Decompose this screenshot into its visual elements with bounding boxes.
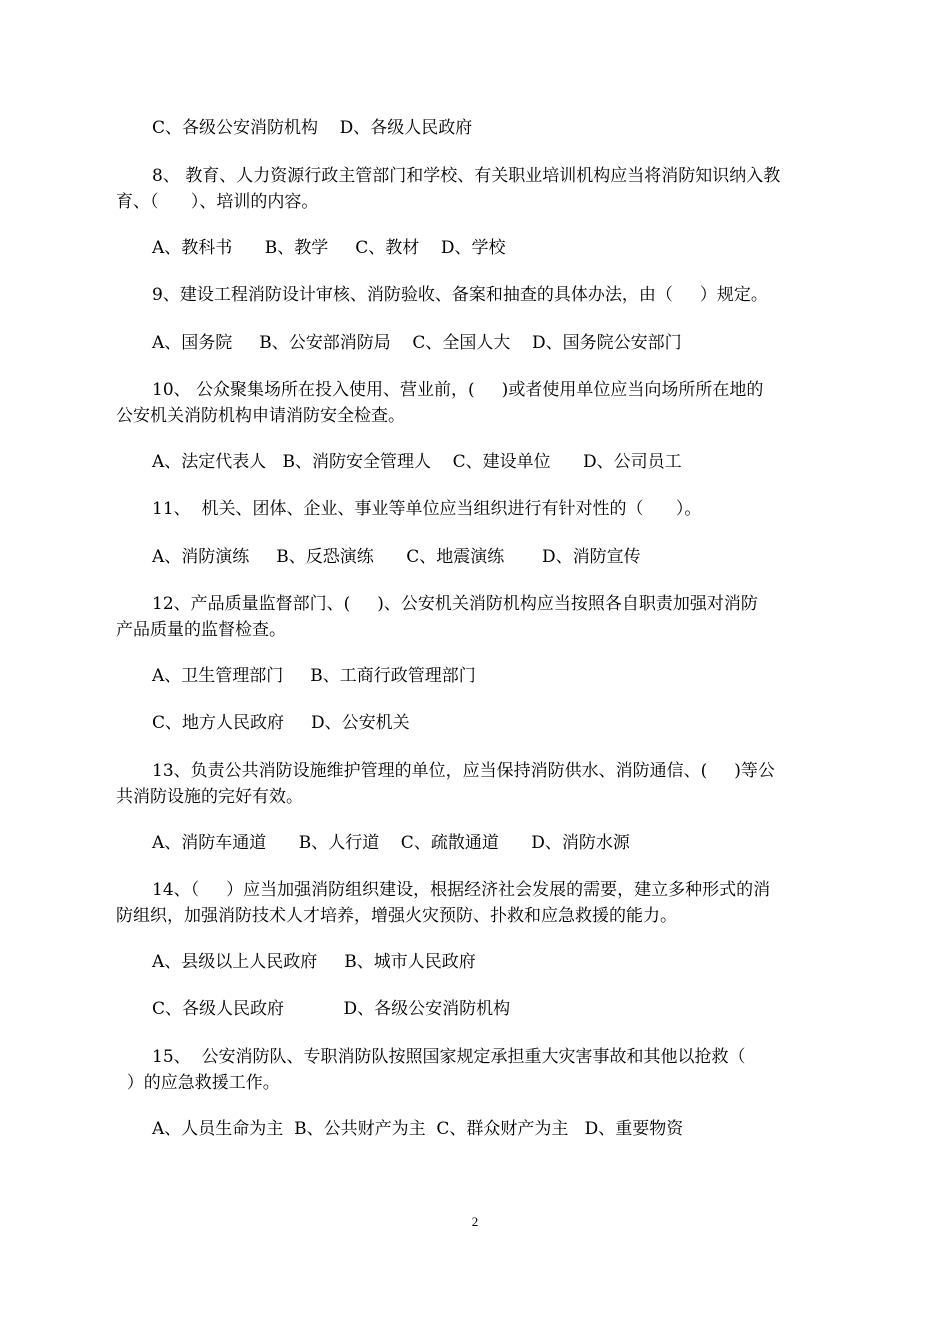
options-14-ab: A、县级以上人民政府 B、城市人民政府 — [152, 952, 476, 972]
page-number: 2 — [471, 1214, 479, 1229]
options-11: A、消防演练 B、反恐演练 C、地震演练 D、消防宣传 — [152, 547, 641, 567]
options-9: A、国务院 B、公安部消防局 C、全国人大 D、国务院公安部门 — [152, 333, 682, 353]
question-11: 11、 机关、团体、企业、事业等单位应当组织进行有针对性的（ ）。 — [152, 499, 702, 519]
options-12-ab: A、卫生管理部门 B、工商行政管理部门 — [152, 666, 476, 686]
options-14-cd: C、各级人民政府 D、各级公安消防机构 — [152, 999, 511, 1019]
options-12-cd: C、地方人民政府 D、公安机关 — [152, 713, 410, 733]
options-13: A、消防车通道 B、人行道 C、疏散通道 D、消防水源 — [152, 833, 630, 853]
question-14-cont: 防组织，加强消防技术人才培养，增强火灾预防、扑救和应急救援的能力。 — [116, 906, 677, 926]
question-12-cont: 产品质量的监督检查。 — [116, 620, 286, 640]
question-10: 10、 公众聚集场所在投入使用、营业前，( )或者使用单位应当向场所所在地的 — [152, 380, 764, 400]
question-14: 14、（ ）应当加强消防组织建设，根据经济社会发展的需要，建立多种形式的消 — [152, 880, 771, 900]
question-13-cont: 共消防设施的完好有效。 — [116, 787, 303, 807]
question-12: 12、产品质量监督部门、( )、公安机关消防机构应当按照各自职责加强对消防 — [152, 594, 758, 614]
question-9: 9、建设工程消防设计审核、消防验收、备案和抽查的具体办法，由（ ）规定。 — [152, 285, 768, 305]
question-10-cont: 公安机关消防机构申请消防安全检查。 — [116, 406, 405, 426]
question-15: 15、 公安消防队、专职消防队按照国家规定承担重大灾害事故和其他以抢救（ — [152, 1047, 746, 1067]
options-15: A、人员生命为主 B、公共财产为主 C、群众财产为主 D、重要物资 — [152, 1119, 684, 1139]
question-8-cont: 育、（ ）、培训的内容。 — [116, 192, 319, 212]
question-15-cont: ）的应急救援工作。 — [116, 1073, 280, 1093]
text-line: C、各级公安消防机构 D、各级人民政府 — [152, 118, 473, 138]
question-13: 13、负责公共消防设施维护管理的单位，应当保持消防供水、消防通信、( )等公 — [152, 761, 775, 781]
options-8: A、教科书 B、教学 C、教材 D、学校 — [152, 238, 506, 258]
question-8: 8、 教育、人力资源行政主管部门和学校、有关职业培训机构应当将消防知识纳入教 — [152, 166, 781, 186]
options-10: A、法定代表人 B、消防安全管理人 C、建设单位 D、公司员工 — [152, 452, 682, 472]
